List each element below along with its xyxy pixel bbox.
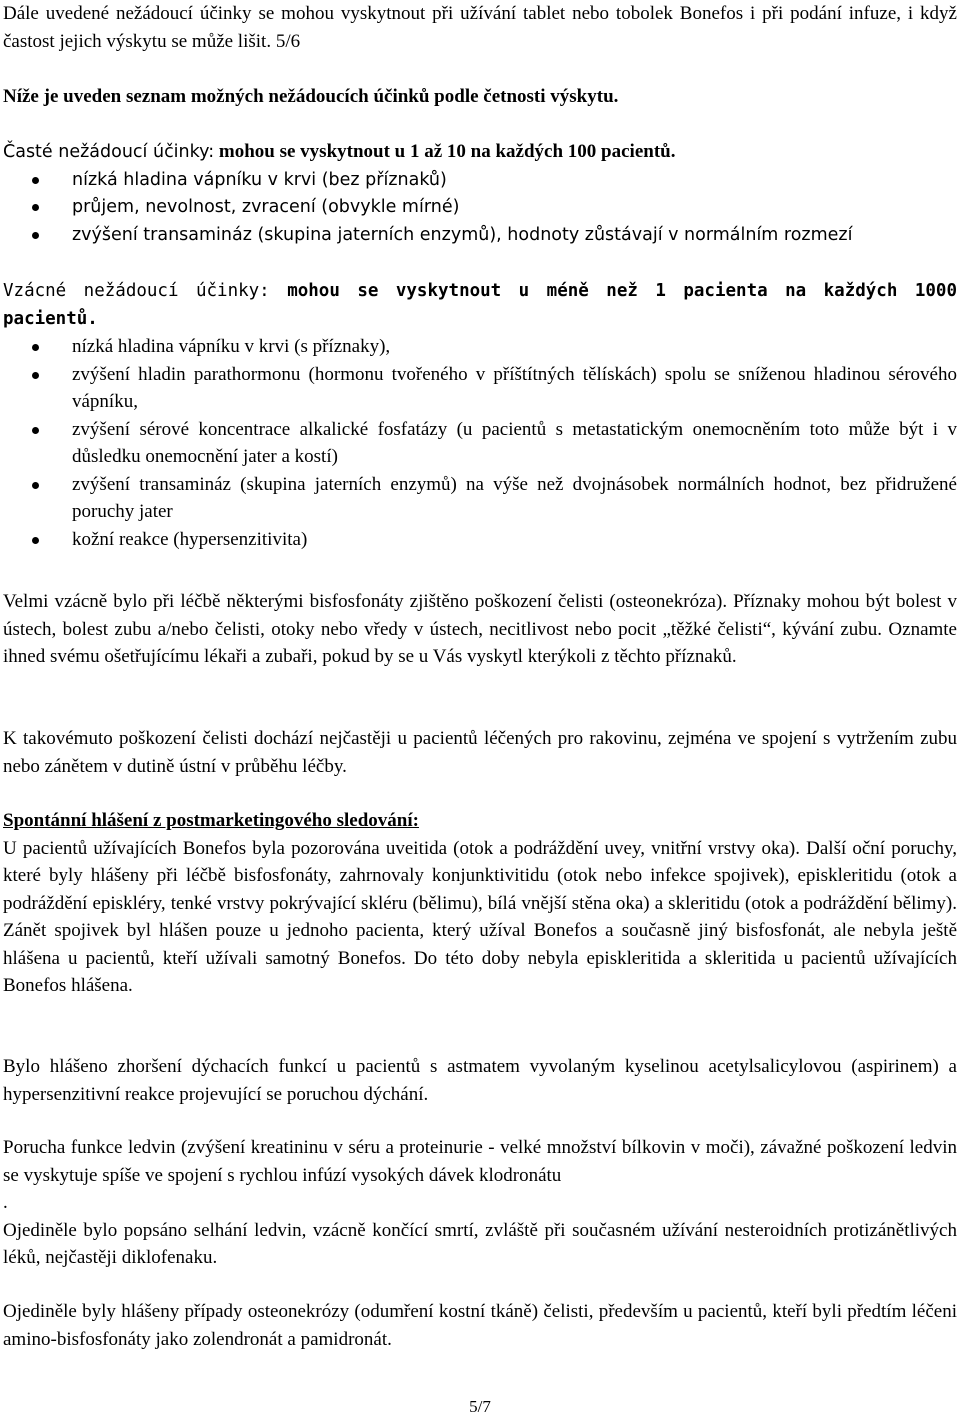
list-item: průjem, nevolnost, zvracení (obvykle mírné) bbox=[3, 194, 957, 222]
common-section bbox=[3, 138, 957, 249]
kidney-paragraph: Porucha funkce ledvin (zvýšení kreatininu v séru a proteinurie - velké množství bílkovin v moči), závažné poškození ledvin se vyskytuje spíše ve spojení s rychlou infúzí vysokých dávek klodronátu bbox=[3, 1137, 957, 1186]
rare-label: Vzácné nežádoucí účinky: bbox=[3, 281, 270, 301]
postmarketing-heading: Spontánní hlášení z postmarketingového sledování: bbox=[3, 810, 419, 831]
renal-failure-paragraph: Ojediněle bylo popsáno selhání ledvin, vzácně končící smrtí, zvláště při současném užívání nesteroidních protizánětlivých léků, nejčastěji diklofenaku. bbox=[3, 1219, 957, 1268]
jaw-paragraph: Velmi vzácně bylo při léčbě některými bisfosfonáty zjištěno poškození čelisti (osteonekróza). Příznaky mohou být bolest v ústech, bolest zubu a/nebo čelisti, otoky nebo vředy v ústech, necitlivost nebo pocit „těžké čelisti“, kývání zubu. Oznamte ihned svému ošetřujícímu lékaři a zubaři, pokud by se u Vás vyskytl kterýkoli z těchto příznaků. bbox=[3, 591, 957, 667]
osteonecrosis-paragraph: Ojediněle byly hlášeny případy osteonekrózy (odumření kostní tkáně) čelisti, především u pacientů, kteří byli předtím léčeni amino-bisfosfonáty jako zolendronát a pamidronát. bbox=[3, 1301, 957, 1350]
breathing-paragraph: Bylo hlášeno zhoršení dýchacích funkcí u pacientů s astmatem vyvolaným kyselinou acetylsalicylovou (aspirinem) a hypersenzitivní reakce projevující se poruchou dýchání. bbox=[3, 1056, 957, 1105]
common-list bbox=[3, 167, 957, 250]
page-number: 5/7 bbox=[469, 1397, 491, 1416]
list-item: nízká hladina vápníku v krvi (s příznaky), bbox=[3, 333, 957, 361]
list-item: zvýšení transamináz (skupina jaterních enzymů) na výše než dvojnásobek normálních hodnot, bez přidružené poruchy jater bbox=[3, 471, 957, 526]
intro-paragraph: Dále uvedené nežádoucí účinky se mohou vyskytnout při užívání tablet nebo tobolek Bonefos i při podání infuze, i když častost jejich výskytu se může lišit. 5/6 bbox=[3, 3, 957, 52]
kidney-section bbox=[3, 1134, 957, 1272]
rare-frequency: mohou se vyskytnout u méně než 1 pacienta na každých 1000 pacientů. bbox=[3, 281, 957, 329]
list-item: zvýšení sérové koncentrace alkalické fosfatázy (u pacientů s metastatickým onemocněním toto může být i v důsledku onemocnění jater a kostí) bbox=[3, 416, 957, 471]
list-heading: Níže je uveden seznam možných nežádoucích účinků podle četnosti výskytu. bbox=[3, 86, 619, 107]
eye-paragraph: U pacientů užívajících Bonefos byla pozorována uveitida (otok a podráždění uvey, vnitřní vrstvy oka). Další oční poruchy, které byly hlášeny při léčbě bisfosfonáty, zahrnovaly konjunktivitidu (otok nebo infekce spojivek), episkleritidu (otok a podráždění episkléry, tenké vrstvy pokrývající skléru (bělimu), bílá vnější stěna oka) a skleritidu (otok a podráždění bělimy). Zánět spojivek byl hlášen pouze u jednoho pacienta, který užíval Bonefos a současně jiný bisfosfonát, ale nebyla ještě hlášena u pacientů, kteří užívali samotný Bonefos. Do této doby nebyla episkleritida a skleritida u pacientů užívajících Bonefos hlášena. bbox=[3, 837, 957, 996]
rare-section bbox=[3, 278, 957, 553]
kidney-trailing-dot: . bbox=[3, 1192, 8, 1213]
rare-list bbox=[3, 333, 957, 553]
cancer-paragraph: K takovémuto poškození čelisti dochází nejčastěji u pacientů léčených pro rakovinu, zejména ve spojení s vytržením zubu nebo zánětem v dutině ústní v průběhu léčby. bbox=[3, 728, 957, 777]
common-label: Časté nežádoucí účinky: bbox=[3, 142, 215, 162]
list-item: zvýšení hladin parathormonu (hormonu tvořeného v příštítných tělískách) spolu se sníženou hladinou sérového vápníku, bbox=[3, 361, 957, 416]
list-item: nízká hladina vápníku v krvi (bez příznaků) bbox=[3, 167, 957, 195]
list-item: kožní reakce (hypersenzitivita) bbox=[3, 526, 957, 554]
list-item: zvýšení transamináz (skupina jaterních enzymů), hodnoty zůstávají v normálním rozmezí bbox=[3, 222, 957, 250]
postmarketing-section bbox=[3, 807, 957, 1000]
common-frequency: mohou se vyskytnout u 1 až 10 na každých 100 pacientů. bbox=[218, 141, 676, 162]
